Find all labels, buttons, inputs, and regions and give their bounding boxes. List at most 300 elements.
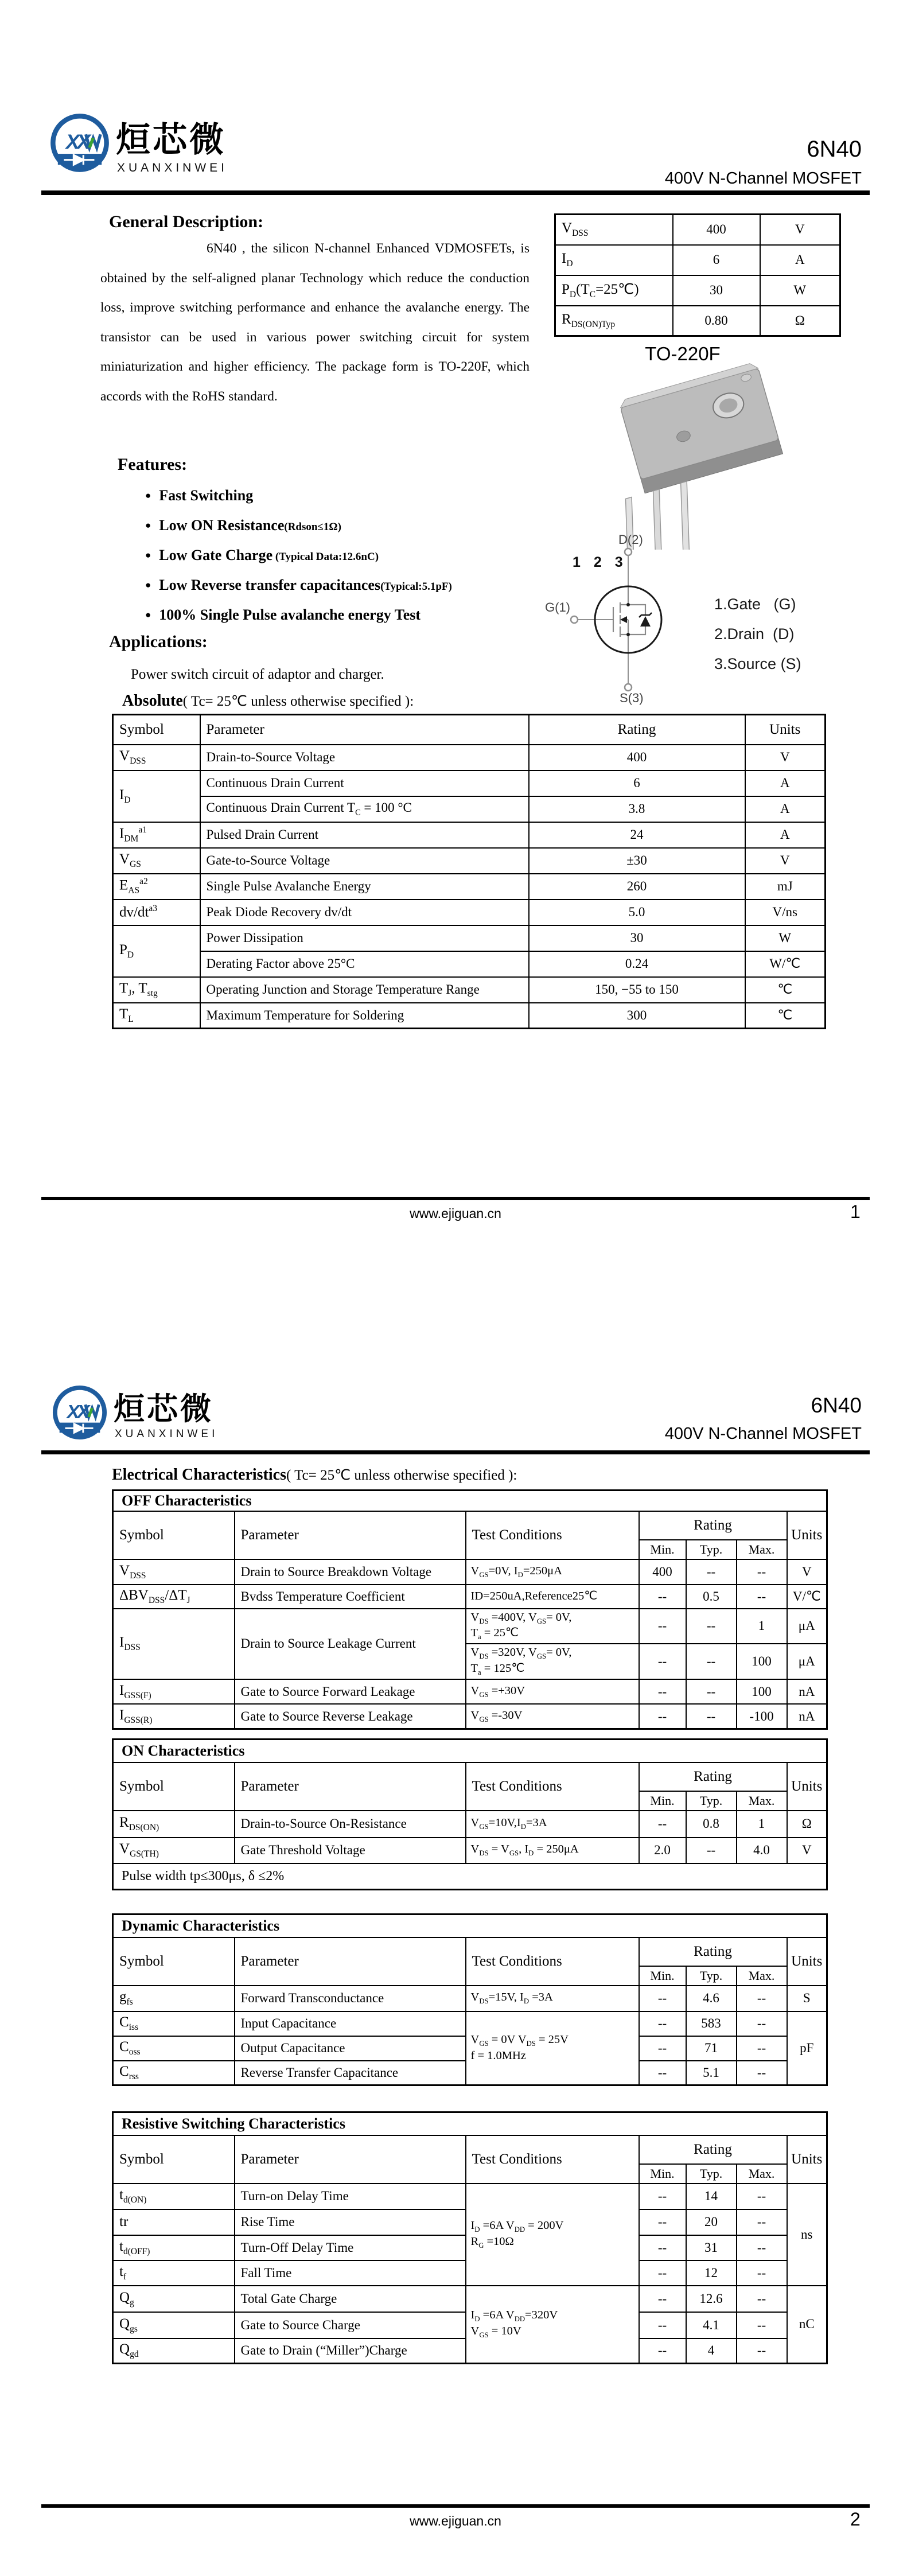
col-rating: Rating	[529, 715, 745, 745]
cell-parameter: Output Capacitance	[235, 2036, 466, 2061]
bullet-icon: ●	[145, 579, 151, 590]
cell-parameter: Drain to Source Breakdown Voltage	[235, 1559, 466, 1585]
table-header-row	[113, 1762, 827, 1791]
cell-rating: 3.8	[529, 796, 745, 822]
table-row	[113, 2184, 827, 2209]
cell-max: --	[737, 2209, 787, 2235]
brand-logo-icon	[49, 112, 110, 173]
cell-parameter: Gate to Source Reverse Leakage	[235, 1704, 466, 1729]
table-row	[113, 1811, 827, 1838]
cell-symbol: $E_{AS}^{a2}$	[113, 874, 200, 900]
cell-max: --	[737, 2061, 787, 2085]
heading-rest: ( Tc= 25℃ unless otherwise specified ):	[182, 694, 414, 709]
cell-min: --	[639, 1644, 686, 1679]
cell-typ: --	[686, 1679, 737, 1704]
cell-unit: Ω	[760, 306, 840, 336]
footer-rule	[41, 2504, 870, 2508]
header-rule	[41, 190, 870, 195]
table-row	[113, 1704, 827, 1729]
cell-symbol: $Q_{gd}$	[113, 2338, 235, 2364]
footer-website: www.ejiguan.cn	[410, 2513, 501, 2528]
col-max: Max.	[737, 1791, 787, 1811]
cell-max: 1	[737, 1609, 787, 1644]
table-header-row	[113, 715, 826, 745]
cell-symbol: $dv/dt^{a3}$	[113, 900, 200, 925]
table-row	[113, 771, 826, 796]
cell-max: 100	[737, 1679, 787, 1704]
cell-symbol: $T_J$, $T_{stg}$	[113, 977, 200, 1003]
cell-parameter: Pulsed Drain Current	[200, 822, 529, 848]
col-test-conditions: Test Conditions	[466, 2135, 639, 2184]
cell-min: --	[639, 2061, 686, 2085]
cell-symbol: $I_{GSS(R)}$	[113, 1704, 235, 1729]
col-units: Units	[787, 1762, 827, 1811]
table-row	[555, 306, 840, 336]
feature-item	[145, 547, 379, 564]
cell-min: --	[639, 2184, 686, 2209]
cell-typ: 4.6	[686, 1986, 737, 2011]
cell-parameter: Input Capacitance	[235, 2011, 466, 2036]
cell-unit: ns	[787, 2184, 827, 2286]
cell-typ: 12.6	[686, 2286, 737, 2312]
col-min: Min.	[639, 1540, 686, 1559]
table-row	[113, 977, 826, 1003]
cell-rating: 5.0	[529, 900, 745, 925]
cell-min: --	[639, 2011, 686, 2036]
cell-symbol: $V_{GS(TH)}$	[113, 1838, 235, 1863]
cell-unit: V/℃	[787, 1585, 827, 1609]
feature-item	[145, 487, 253, 504]
col-parameter: Parameter	[235, 1762, 466, 1811]
heading-bold: Absolute	[122, 692, 183, 710]
cell-rating: 30	[529, 925, 745, 951]
cell-unit: ℃	[745, 977, 826, 1003]
cell-parameter: Turn-Off Delay Time	[235, 2235, 466, 2260]
cell-rating: ±30	[529, 848, 745, 874]
page-number: 1	[850, 1201, 861, 1222]
cell-typ: --	[686, 1559, 737, 1585]
cell-max: --	[737, 1585, 787, 1609]
cell-test: $V_{GS}=0V$, $I_D=250\mu A$	[466, 1559, 639, 1585]
col-units: Units	[745, 715, 826, 745]
cell-parameter: Rise Time	[235, 2209, 466, 2235]
footer-rule	[41, 1197, 870, 1200]
cell-test: $V_{GS} =+30V$	[466, 1679, 639, 1704]
cell-rating: 300	[529, 1003, 745, 1029]
cell-unit: nC	[787, 2286, 827, 2364]
cell-value: 30	[673, 275, 760, 306]
table-row	[113, 1679, 827, 1704]
cell-unit: μA	[787, 1644, 827, 1679]
col-rating: Rating	[639, 1937, 787, 1966]
table-title: Dynamic Characteristics	[113, 1915, 827, 1937]
cell-parameter: Drain-to-Source Voltage	[200, 745, 529, 771]
cell-symbol: $I_{GSS(F)}$	[113, 1679, 235, 1704]
cell-min: --	[639, 1585, 686, 1609]
cell-symbol: $C_{oss}$	[113, 2036, 235, 2061]
table-row	[113, 1585, 827, 1609]
cell-typ: 583	[686, 2011, 737, 2036]
cell-min: --	[639, 2036, 686, 2061]
cell-typ: 4.1	[686, 2312, 737, 2338]
cell-typ: 0.5	[686, 1585, 737, 1609]
cell-min: 400	[639, 1559, 686, 1585]
table-header-row	[113, 1937, 827, 1966]
cell-value: 6	[673, 245, 760, 275]
pin-numbers: 1 2 3	[573, 554, 623, 570]
cell-typ: --	[686, 1644, 737, 1679]
feature-item	[145, 577, 452, 594]
cell-symbol: $I_{DM}^{a1}$	[113, 822, 200, 848]
cell-symbol: $T_L$	[113, 1003, 200, 1029]
cell-rating: 150, −55 to 150	[529, 977, 745, 1003]
cell-max: --	[737, 2260, 787, 2286]
svg-text:X: X	[77, 1401, 90, 1423]
feature-note: (Typical Data:12.6nC)	[272, 551, 379, 563]
cell-max: -100	[737, 1704, 787, 1729]
cell-unit: V	[745, 848, 826, 874]
col-test-conditions: Test Conditions	[466, 1937, 639, 1986]
cell-min: --	[639, 1811, 686, 1838]
table-title-row	[113, 1915, 827, 1937]
cell-symbol: $V_{GS}$	[113, 848, 200, 874]
feature-item	[145, 517, 341, 534]
brand-name-cn: 烜芯微	[114, 1392, 213, 1426]
cell-test: $V_{DS} = V_{GS}$, $I_D = 250\mu A$	[466, 1838, 639, 1863]
cell-typ: --	[686, 1704, 737, 1729]
cell-typ: 20	[686, 2209, 737, 2235]
cell-unit: V	[760, 215, 840, 245]
cell-max: --	[737, 2011, 787, 2036]
pin-legend-gate: 1.Gate (G)	[714, 596, 796, 613]
package-name: TO-220F	[645, 343, 721, 364]
mosfet-symbol-diagram	[565, 545, 691, 694]
col-parameter: Parameter	[235, 1937, 466, 1986]
pulse-width-note: Pulse width tp≤300μs, δ ≤2%	[113, 1863, 827, 1890]
cell-min: --	[639, 1986, 686, 2011]
table-row	[113, 848, 826, 874]
cell-symbol: $I_D$	[555, 245, 673, 275]
cell-parameter: Peak Diode Recovery dv/dt	[200, 900, 529, 925]
off-characteristics-table	[112, 1489, 828, 1730]
cell-symbol: $R_{DS(ON)}$	[113, 1811, 235, 1838]
quick-ratings-table	[554, 213, 841, 337]
col-parameter: Parameter	[200, 715, 529, 745]
cell-unit: S	[787, 1986, 827, 2011]
cell-value: 0.80	[673, 306, 760, 336]
cell-unit: A	[745, 822, 826, 848]
col-symbol: Symbol	[113, 1937, 235, 1986]
cell-unit: A	[745, 771, 826, 796]
cell-unit: V	[787, 1559, 827, 1585]
table-row	[555, 215, 840, 245]
table-note-row	[113, 1863, 827, 1890]
col-rating: Rating	[639, 2135, 787, 2164]
svg-text:X: X	[67, 1401, 80, 1423]
table-title: ON Characteristics	[113, 1740, 827, 1762]
cell-parameter: Gate to Source Forward Leakage	[235, 1679, 466, 1704]
cell-symbol: $R_{DS(ON)Typ}$	[555, 306, 673, 336]
cell-unit: A	[745, 796, 826, 822]
cell-test: $V_{GS} =-30V$	[466, 1704, 639, 1729]
col-parameter: Parameter	[235, 2135, 466, 2184]
electrical-characteristics-heading	[112, 1466, 517, 1484]
cell-test: $V_{DS}=15V$, $I_D =3A$	[466, 1986, 639, 2011]
table-row	[113, 1003, 826, 1029]
resistive-switching-table	[112, 2111, 828, 2364]
cell-unit: V/ns	[745, 900, 826, 925]
col-units: Units	[787, 1937, 827, 1986]
cell-unit: W	[760, 275, 840, 306]
cell-rating: 400	[529, 745, 745, 771]
drain-pin-label: D(2)	[618, 532, 643, 547]
cell-symbol: $Q_{gs}$	[113, 2312, 235, 2338]
col-parameter: Parameter	[235, 1511, 466, 1559]
cell-max: 1	[737, 1811, 787, 1838]
col-typ: Typ.	[686, 2164, 737, 2184]
dynamic-characteristics-table	[112, 1913, 828, 2086]
cell-parameter: Gate to Source Charge	[235, 2312, 466, 2338]
cell-parameter: Reverse Transfer Capacitance	[235, 2061, 466, 2085]
source-pin-label: S(3)	[620, 691, 644, 705]
table-row	[113, 1559, 827, 1585]
table-row	[113, 796, 826, 822]
cell-unit: pF	[787, 2011, 827, 2085]
general-description-title: General Description:	[109, 212, 264, 231]
cell-symbol: $\Delta BV_{DSS}/\Delta T_J$	[113, 1585, 235, 1609]
table-header-row	[113, 2135, 827, 2164]
cell-parameter: Continuous Drain Current	[200, 771, 529, 796]
cell-typ: 0.8	[686, 1811, 737, 1838]
bullet-icon: ●	[145, 520, 151, 531]
cell-max: 4.0	[737, 1838, 787, 1863]
cell-unit: nA	[787, 1704, 827, 1729]
bullet-icon: ●	[145, 490, 151, 501]
table-row	[113, 1986, 827, 2011]
cell-min: --	[639, 1704, 686, 1729]
cell-min: --	[639, 2235, 686, 2260]
cell-rating: 24	[529, 822, 745, 848]
cell-typ: 5.1	[686, 2061, 737, 2085]
cell-symbol: $t_{d(ON)}$	[113, 2184, 235, 2209]
cell-parameter: Single Pulse Avalanche Energy	[200, 874, 529, 900]
feature-note: (Typical:5.1pF)	[380, 581, 452, 593]
col-test-conditions: Test Conditions	[466, 1511, 639, 1559]
cell-test: $V_{DS} =320V$, $V_{GS}= 0V$, $T_a$ = 125℃	[466, 1644, 639, 1679]
cell-test: $V_{GS} = 0V$ $V_{DS} = 25V$ f = 1.0MHz	[466, 2011, 639, 2085]
feature-text: Low Gate Charge	[159, 547, 273, 563]
table-title: Resistive Switching Characteristics	[113, 2112, 827, 2135]
cell-parameter: Drain-to-Source On-Resistance	[235, 1811, 466, 1838]
cell-min: --	[639, 2286, 686, 2312]
cell-parameter: Gate Threshold Voltage	[235, 1838, 466, 1863]
gate-pin-label: G(1)	[545, 600, 570, 614]
cell-typ: 14	[686, 2184, 737, 2209]
cell-parameter: Maximum Temperature for Soldering	[200, 1003, 529, 1029]
feature-note: (Rdson≤1Ω)	[284, 521, 341, 533]
table-row	[555, 275, 840, 306]
cell-test: $I_D =6A$ $V_{DD}=320V$ $V_{GS} = 10V$	[466, 2286, 639, 2364]
bullet-icon: ●	[145, 609, 151, 620]
cell-min: --	[639, 2260, 686, 2286]
part-subtitle: 400V N-Channel MOSFET	[664, 169, 862, 188]
col-test-conditions: Test Conditions	[466, 1762, 639, 1811]
page-number: 2	[850, 2509, 861, 2530]
cell-symbol: $V_{DSS}$	[113, 1559, 235, 1585]
cell-symbol: $V_{DSS}$	[555, 215, 673, 245]
cell-parameter: Gate to Drain (“Miller”)Charge	[235, 2338, 466, 2364]
col-symbol: Symbol	[113, 2135, 235, 2184]
cell-symbol: $I_D$	[113, 771, 200, 822]
cell-test: ID=250uA,Reference25℃	[466, 1585, 639, 1609]
feature-text: Low Reverse transfer capacitances	[159, 577, 381, 593]
cell-typ: --	[686, 1609, 737, 1644]
footer-website: www.ejiguan.cn	[410, 1206, 501, 1221]
brand-logo-icon	[52, 1384, 108, 1441]
cell-unit: W	[745, 925, 826, 951]
cell-max: --	[737, 2338, 787, 2364]
table-header-row	[113, 1511, 827, 1540]
cell-parameter: Forward Transconductance	[235, 1986, 466, 2011]
cell-parameter: Derating Factor above 25°C	[200, 951, 529, 977]
brand-name-cn: 烜芯微	[116, 120, 226, 159]
svg-text:X: X	[65, 130, 80, 154]
col-symbol: Symbol	[113, 1511, 235, 1559]
to220f-package-image	[559, 360, 829, 550]
cell-max: 100	[737, 1644, 787, 1679]
absolute-ratings-table	[112, 714, 826, 1029]
cell-unit: A	[760, 245, 840, 275]
table-row	[113, 1838, 827, 1863]
cell-max: --	[737, 1559, 787, 1585]
cell-symbol: $C_{iss}$	[113, 2011, 235, 2036]
heading-bold: Electrical Characteristics	[112, 1466, 286, 1484]
cell-min: 2.0	[639, 1838, 686, 1863]
cell-max: --	[737, 2184, 787, 2209]
cell-value: 400	[673, 215, 760, 245]
table-row	[113, 874, 826, 900]
cell-symbol: $t_{d(OFF)}$	[113, 2235, 235, 2260]
table-row	[555, 245, 840, 275]
table-row	[113, 2011, 827, 2036]
feature-item	[145, 606, 421, 624]
applications-title: Applications:	[109, 632, 208, 651]
col-min: Min.	[639, 1966, 686, 1986]
applications-body: Power switch circuit of adaptor and charger.	[131, 667, 384, 682]
cell-unit: Ω	[787, 1811, 827, 1838]
cell-parameter: Bvdss Temperature Coefficient	[235, 1585, 466, 1609]
col-units: Units	[787, 2135, 827, 2184]
col-rating: Rating	[639, 1762, 787, 1791]
table-row	[113, 822, 826, 848]
cell-symbol: $I_{DSS}$	[113, 1609, 235, 1680]
cell-max: --	[737, 2036, 787, 2061]
cell-unit: mJ	[745, 874, 826, 900]
cell-symbol: $g_{fs}$	[113, 1986, 235, 2011]
col-typ: Typ.	[686, 1791, 737, 1811]
col-symbol: Symbol	[113, 1762, 235, 1811]
col-symbol: Symbol	[113, 715, 200, 745]
part-subtitle: 400V N-Channel MOSFET	[664, 1425, 862, 1443]
feature-text: Fast Switching	[159, 487, 254, 504]
table-row	[113, 900, 826, 925]
on-characteristics-table	[112, 1738, 828, 1890]
cell-unit: V	[745, 745, 826, 771]
cell-typ: 71	[686, 2036, 737, 2061]
cell-min: --	[639, 2312, 686, 2338]
cell-parameter: Total Gate Charge	[235, 2286, 466, 2312]
col-max: Max.	[737, 1966, 787, 1986]
col-typ: Typ.	[686, 1540, 737, 1559]
heading-rest: ( Tc= 25℃ unless otherwise specified ):	[286, 1468, 517, 1483]
col-max: Max.	[737, 1540, 787, 1559]
cell-min: --	[639, 2338, 686, 2364]
datasheet-page-2	[0, 1288, 911, 2576]
table-title: OFF Characteristics	[113, 1491, 827, 1511]
cell-unit: V	[787, 1838, 827, 1863]
cell-min: --	[639, 1679, 686, 1704]
cell-symbol: $Q_g$	[113, 2286, 235, 2312]
cell-unit: ℃	[745, 1003, 826, 1029]
cell-symbol: $C_{rss}$	[113, 2061, 235, 2085]
table-title-row	[113, 1491, 827, 1511]
brand-name-en: XUANXINWEI	[115, 1428, 219, 1440]
cell-parameter: Drain to Source Leakage Current	[235, 1609, 466, 1680]
general-description-body: 6N40 , the silicon N-channel Enhanced VDMOSFETs, is obtained by the self-aligned planar Technology which reduce the conduction loss, improve switching performance and enhance the avalanche energy. The transistor can be used in various power switching circuit for system miniaturization and higher efficiency. The package form is TO-220F, which accords with the RoHS standard.	[100, 241, 530, 404]
cell-symbol: tr	[113, 2209, 235, 2235]
cell-min: --	[639, 1609, 686, 1644]
cell-test: $I_D =6A$ $V_{DD} = 200V$ $R_G =10\Omega$	[466, 2184, 639, 2286]
table-row	[113, 745, 826, 771]
cell-max: --	[737, 1986, 787, 2011]
col-units: Units	[787, 1511, 827, 1559]
cell-max: --	[737, 2235, 787, 2260]
cell-parameter: Power Dissipation	[200, 925, 529, 951]
col-min: Min.	[639, 1791, 686, 1811]
bullet-icon: ●	[145, 550, 151, 561]
svg-text:X: X	[76, 130, 91, 154]
cell-max: --	[737, 2286, 787, 2312]
cell-symbol: $t_f$	[113, 2260, 235, 2286]
cell-max: --	[737, 2312, 787, 2338]
col-min: Min.	[639, 2164, 686, 2184]
cell-typ: --	[686, 1838, 737, 1863]
table-row	[113, 1609, 827, 1644]
brand-name-en: XUANXINWEI	[117, 161, 228, 174]
cell-symbol: $P_D(T_C=25℃)$	[555, 275, 673, 306]
part-number: 6N40	[811, 1394, 862, 1417]
cell-parameter: Turn-on Delay Time	[235, 2184, 466, 2209]
pin-legend-source: 3.Source (S)	[714, 655, 801, 672]
cell-typ: 4	[686, 2338, 737, 2364]
table-row	[113, 2286, 827, 2312]
cell-unit: μA	[787, 1609, 827, 1644]
absolute-ratings-heading	[122, 692, 414, 710]
cell-parameter: Fall Time	[235, 2260, 466, 2286]
cell-parameter: Gate-to-Source Voltage	[200, 848, 529, 874]
cell-rating: 6	[529, 771, 745, 796]
cell-min: --	[639, 2209, 686, 2235]
table-row	[113, 925, 826, 951]
cell-typ: 31	[686, 2235, 737, 2260]
part-number: 6N40	[807, 137, 862, 162]
header-rule	[41, 1450, 870, 1454]
cell-test: $V_{GS}=10V,I_D=3A$	[466, 1811, 639, 1838]
cell-test: $V_{DS} =400V$, $V_{GS}= 0V$, $T_a$ = 25℃	[466, 1609, 639, 1644]
col-max: Max.	[737, 2164, 787, 2184]
table-title-row	[113, 2112, 827, 2135]
cell-rating: 260	[529, 874, 745, 900]
